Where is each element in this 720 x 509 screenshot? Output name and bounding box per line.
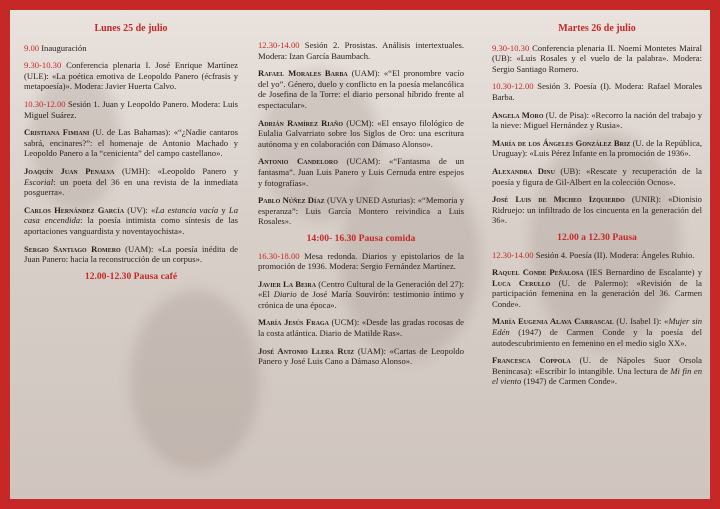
pause-heading: 12.00-12.30 Pausa café xyxy=(84,270,178,282)
day-heading: Martes 26 de julio xyxy=(558,23,636,34)
day-heading: Lunes 25 de julio xyxy=(94,23,168,34)
program-entry xyxy=(24,244,238,265)
time-label: 10.30-12.00 xyxy=(24,98,66,109)
program-entry xyxy=(24,60,238,92)
entry-text: (1947) de Carmen Conde y la poesía del autodescubrimiento en femenino en el medio siglo XX». xyxy=(492,327,702,348)
entry-title-italic: La estancia vacía xyxy=(155,204,219,215)
column-monday-cont xyxy=(258,10,464,499)
entry-text: (UMH): «Leopoldo Panero y xyxy=(114,165,238,176)
speaker-name: Cristiana Fimiani xyxy=(24,127,90,138)
time-label: 9.30-10.30 xyxy=(492,42,530,53)
entry-text: Inauguración xyxy=(39,42,87,53)
program-entry xyxy=(24,127,238,159)
entry-text: (U. Isabel I): « xyxy=(613,316,669,327)
program-entry xyxy=(492,316,702,348)
speaker-name: Francesca Coppola xyxy=(492,355,571,366)
entry-text: (UCM): «El ensayo filológico de Eulalia Galvarriato sobre los Siglos de Oro: una escritura autónoma y en colaboración con Dámaso Alonso». xyxy=(258,117,464,149)
program-entry xyxy=(258,40,464,61)
column-monday xyxy=(24,10,238,499)
program-entry xyxy=(258,251,464,272)
speaker-name: José Luis de Micheo Izquierdo xyxy=(492,194,625,205)
entry-text: y xyxy=(218,204,229,215)
entry-text: (UNIR): «Dionisio Ridruejo: un infiltrado de los cincuenta en la generación del 36». xyxy=(492,194,702,226)
speaker-name: Javier La Beira xyxy=(258,278,317,289)
speaker-name: Adrián Ramírez Riaño xyxy=(258,117,344,128)
time-label: 12.30-14.00 xyxy=(492,249,534,260)
speaker-name: María de los Ángeles González Briz xyxy=(492,137,631,148)
entry-text: Sesión 3. Poesía (I). Modera: Rafael Morales Barba. xyxy=(492,81,702,102)
speaker-name: Sergio Santiago Romero xyxy=(24,243,121,254)
program-entry xyxy=(492,250,702,261)
entry-text: Sesión 1. Juan y Leopoldo Panero. Modera: Luis Miguel Suárez. xyxy=(24,98,238,120)
entry-text: (UVA y UNED Asturias): «“Memoria y esperanza”: Luis García Montero reivindica a Luis Rosales». xyxy=(258,195,464,227)
time-label: 9.00 xyxy=(24,42,40,53)
program-entry xyxy=(258,156,464,188)
program-entry xyxy=(492,81,702,102)
program-entry xyxy=(492,43,702,75)
entry-text: Conferencia plenaria I. José Enrique Martínez (ULE): «La poética emotiva de Leopoldo Panero (écfrasis y metapoesía)». Modera: Javier Huerta Calvo. xyxy=(24,60,238,92)
entry-text: (UCM): «Desde las gradas rocosas de la costa atlántica. Diario de Matilde Ras». xyxy=(258,317,464,339)
speaker-name: Antonio Candeloro xyxy=(258,156,338,167)
program-entry xyxy=(492,194,702,226)
entry-text: (Centro Cultural de la Generación del 27): «El xyxy=(258,278,464,300)
program-entry xyxy=(258,317,464,338)
entry-text: (UAM): «Cartas de Leopoldo Panero y José Luis Cano a Dámaso Alonso». xyxy=(258,345,464,367)
program-sheet xyxy=(10,10,710,499)
program-entry xyxy=(492,166,702,187)
speaker-name: Rafael Morales Barba xyxy=(258,68,348,79)
entry-text: (UCAM): «“Fantasma de un fantasma”. Juan Luis Panero y Luis Cernuda entre espejos y fotografías». xyxy=(258,156,464,188)
program-entry xyxy=(258,195,464,227)
speaker-name: Pablo Núñez Díaz xyxy=(258,195,325,206)
column-tuesday xyxy=(492,10,702,499)
program-entry xyxy=(258,346,464,367)
entry-text: (UB): «Rescate y recuperación de la poesía y figura de Gil-Albert en la colección Ocnos». xyxy=(492,165,702,187)
pause-heading: 12.00 a 12.30 Pausa xyxy=(557,231,637,243)
program-entry xyxy=(24,99,238,120)
speaker-name: Carlos Hernández García xyxy=(24,204,125,215)
program-entry xyxy=(492,138,702,159)
entry-text: (UAM): «“El pronombre vacío del yo”. Género, duelo y conflicto en la poesía melancólica de Josefina de la Torre: el diario personal híbrido frente al espectacular». xyxy=(258,68,464,110)
pause-heading: 14:00- 16.30 Pausa comida xyxy=(306,232,416,244)
entry-text: (UAM): «La poesía inédita de Juan Panero: hacia la reconstrucción de un corpus». xyxy=(24,243,238,265)
speaker-name: María Eugenia Alava Carrascal xyxy=(492,316,614,327)
entry-text: (U. de la República, Uruguay): «Luis Pérez Infante en la promoción de 1936». xyxy=(492,137,702,159)
entry-text: Mesa redonda. Diarios y epistolarios de la promoción de 1936. Modera: Sergio Fernández Martínez. xyxy=(258,250,464,272)
entry-text: : un poeta del 36 en una revista de la inmediata posguerra». xyxy=(24,176,238,198)
speaker-name: José Antonio Llera Ruiz xyxy=(258,345,355,356)
entry-title-italic: Mi fin en el viento xyxy=(492,365,703,387)
entry-text: (U. de Palermo): «Revisión de la participación femenina en la generación del 36. Carmen Conde». xyxy=(492,277,702,309)
program-entry xyxy=(492,267,702,309)
speaker-name: Raquel Conde Peñalosa xyxy=(492,267,584,278)
entry-text: Sesión 2. Prosistas. Análisis intertextuales. Modera: Izan García Baumbach. xyxy=(258,40,464,61)
entry-title-italic: La casa encendida xyxy=(24,204,238,226)
entry-text: (UV): « xyxy=(124,204,156,215)
entry-text: Sesión 4. Poesía (II). Modera: Ángeles Rubio. xyxy=(533,249,695,260)
time-label: 9.30-10.30 xyxy=(24,60,62,71)
entry-text: (U. de Las Bahamas): «“¿Nadie cantaros sabrá, encinares?”: el homenaje de Antonio Machado y Leopoldo Panero a la “cenicienta” del campo castellano». xyxy=(24,127,239,159)
entry-text: de José María Souvirón: testimonio íntimo y crónica de una época». xyxy=(258,289,464,310)
time-label: 12.30-14.00 xyxy=(258,40,300,50)
entry-title-italic: Escorial xyxy=(24,176,54,187)
program-entry xyxy=(258,118,464,150)
entry-text: (1947) de Carmen Conde». xyxy=(521,376,618,387)
entry-title-italic: Diario xyxy=(273,289,297,300)
speaker-name: María Jesús Fraga xyxy=(258,317,329,328)
program-entry xyxy=(492,110,702,131)
time-label: 10.30-12.00 xyxy=(492,81,534,92)
speaker-name: Alexandra Dinu xyxy=(492,165,555,176)
spacer xyxy=(258,10,464,40)
entry-title-italic: Mujer sin Edén xyxy=(492,316,702,338)
program-entry xyxy=(258,279,464,311)
entry-text: (U. de Pisa): «Recorro la nación del trabajo y la nieve: Miguel Hernández y Rusia». xyxy=(492,109,702,131)
entry-text: : la poesía intimista como síntesis de las aportaciones vanguardista y noventayochista». xyxy=(24,215,239,236)
program-entry xyxy=(24,205,238,237)
program-entry xyxy=(492,355,702,387)
program-entry xyxy=(258,68,464,110)
speaker-name: Joaquín Juan Penalva xyxy=(24,165,115,176)
speaker-name: Luca Cerullo xyxy=(492,277,551,288)
speaker-name: Angela Moro xyxy=(492,109,544,120)
entry-text: (U. de Nápoles Suor Orsola Benincasa): «Escribir lo intangible. Una lectura de xyxy=(492,355,702,376)
entry-text: Conferencia plenaria II. Noemí Montetes Mairal (UB): «Luis Rosales y el vuelo de la palabra». Modera: Sergio Santiago Romero. xyxy=(492,42,702,74)
program-entry xyxy=(24,166,238,198)
entry-text: (IES Bernardino de Escalante) y xyxy=(583,267,702,278)
time-label: 16.30-18.00 xyxy=(258,250,300,261)
program-entry xyxy=(24,43,238,54)
